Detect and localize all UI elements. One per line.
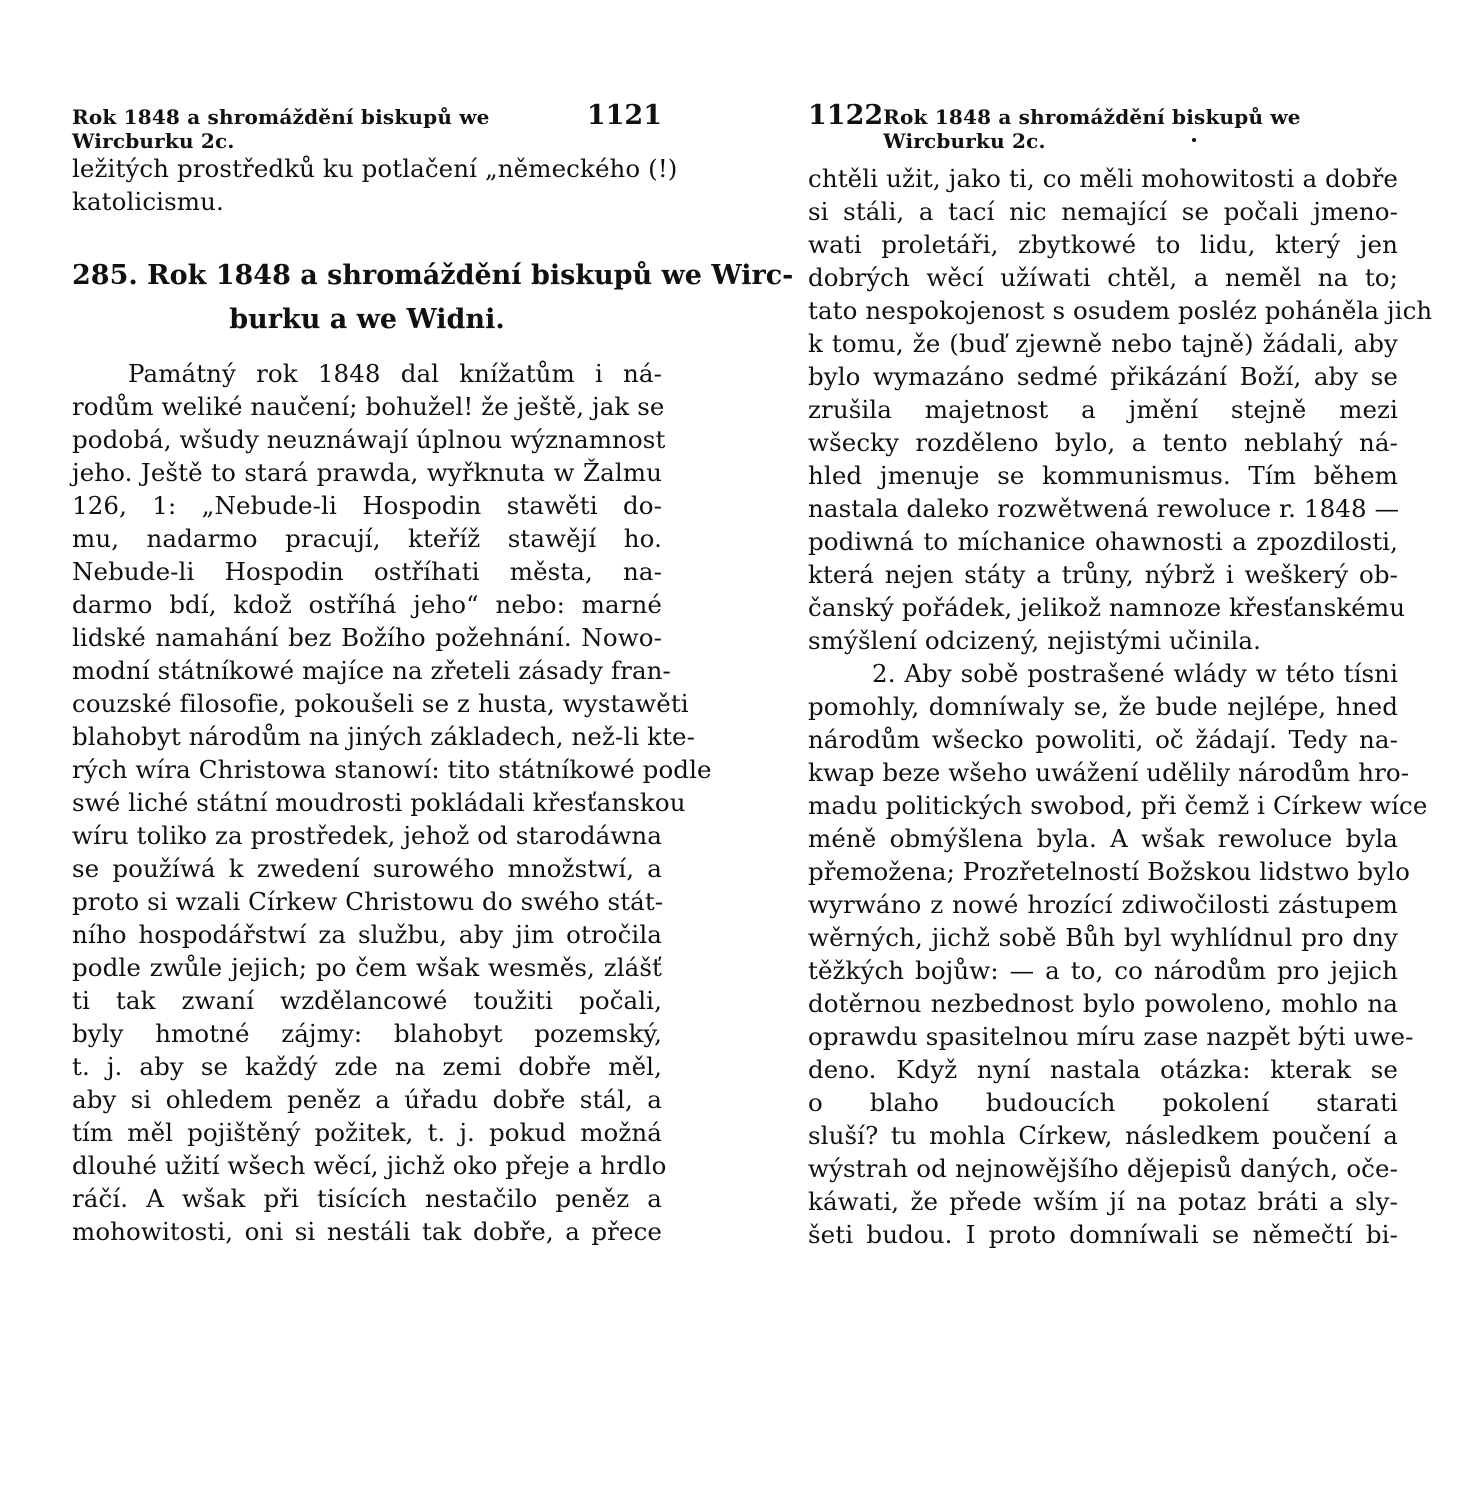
text-line: wati proletáři, zbytkowé to lidu, který jen [808, 230, 1398, 259]
text-line: oprawdu spasitelnou míru zase nazpět býti uwe- [808, 1022, 1414, 1051]
text-line: méně obmýšlena byla. A wšak rewoluce byla [808, 824, 1398, 853]
text-line: ležitých prostředků ku potlačení „německého (!) [72, 154, 678, 183]
text-line: wíru toliko za prostředek, jehož od starodáwna [72, 821, 662, 850]
text-line: ního hospodářstwí za službu, aby jim otročila [72, 920, 662, 949]
text-line: přemožena; Prozřetelností Božskou lidstwo bylo [808, 857, 1410, 886]
text-line: tato nespokojenost s osudem posléz poháněla jich [808, 296, 1433, 325]
text-line: 126, 1: „Nebude-li Hospodin stawěti do- [72, 491, 662, 520]
text-line: ráčí. A wšak při tisících nestačilo peněz a [72, 1184, 662, 1213]
text-line: Nebude-li Hospodin ostříhati města, na- [72, 557, 662, 586]
text-line: dlouhé užití wšech wěcí, jichž oko přeje a hrdlo [72, 1151, 667, 1180]
text-line: dotěrnou nezbednost bylo powoleno, mohlo na [808, 989, 1398, 1018]
text-line: mu, nadarmo pracují, kteříž stawějí ho. [72, 524, 662, 553]
text-line: byly hmotné zájmy: blahobyt pozemský, [72, 1019, 662, 1048]
text-line: pomohly, domníwaly se, že bude nejlépe, hned [808, 692, 1398, 721]
text-line: katolicismu. [72, 187, 224, 216]
text-line: čanský pořádek, jelikož namnoze křesťanskému [808, 593, 1406, 622]
left-text-body [72, 357, 712, 1248]
text-line: si stáli, a tací nic nemající se počali jmeno- [808, 197, 1398, 226]
section-heading [72, 254, 794, 342]
text-line: hled jmenuje se kommunismus. Tím během [808, 461, 1398, 490]
text-line: couzské filosofie, pokoušeli se z husta, wystawěti [72, 689, 689, 718]
text-line: jeho. Ještě to stará prawda, wyřknuta w Žalmu [72, 458, 662, 487]
text-line: podiwná to míchanice ohawnosti a zpozdilosti, [808, 527, 1398, 556]
text-line: lidské namahání bez Božího požehnání. Nowo- [72, 623, 662, 652]
text-line: chtěli užit, jako ti, co měli mohowitosti a dobře [808, 164, 1398, 193]
text-line: káwati, že přede wším jí na potaz bráti a sly- [808, 1187, 1398, 1216]
text-line: madu politických swobod, při čemž i Církew wíce [808, 791, 1428, 820]
right-page-number: 1122 [808, 100, 884, 131]
text-line: ti tak zwaní wzdělancowé toužiti počali, [72, 986, 662, 1015]
section-heading-line-1: 285. Rok 1848 a shromáždění biskupů we Wirc- [72, 260, 794, 291]
left-text-top [72, 152, 678, 218]
text-line: Památný rok 1848 dal knížatům i ná- [128, 359, 662, 388]
text-line: podobá, wšudy neuznáwají úplnou wýznamnost [72, 425, 666, 454]
text-line: 2. Aby sobě postrašené wlády w této tísni [872, 659, 1398, 688]
text-line: wýstrah od nejnowějšího dějepisů daných, oče- [808, 1154, 1398, 1183]
text-line: těžkých bojůw: — a to, co národům pro jejich [808, 956, 1398, 985]
text-line: modní státníkowé majíce na zřeteli zásady fran- [72, 656, 671, 685]
text-line: darmo bdí, kdož ostříhá jeho“ nebo: marné [72, 590, 662, 619]
text-line: smýšlení odcizený, nejistými učinila. [808, 626, 1262, 655]
text-line: nastala daleko rozwětwená rewoluce r. 1848 — [808, 494, 1400, 523]
text-line: wšecky rozděleno bylo, a tento neblahý ná- [808, 428, 1398, 457]
section-heading-line-2: burku a we Widni. [229, 304, 505, 335]
text-line: se použíwá k zwedení surowého množstwí, a [72, 854, 662, 883]
text-line: blahobyt národům na jiných základech, než-li kte- [72, 722, 696, 751]
text-line: tím měl pojištěný požitek, t. j. pokud možná [72, 1118, 662, 1147]
text-line: která nejen státy a trůny, nýbrž i weškerý ob- [808, 560, 1398, 589]
ink-dot [1192, 138, 1196, 142]
right-text-body [808, 162, 1433, 1251]
text-line: swé liché státní moudrosti pokládali křesťanskou [72, 788, 686, 817]
text-line: bylo wymazáno sedmé přikázání Boží, aby se [808, 362, 1398, 391]
text-line: mohowitosti, oni si nestáli tak dobře, a přece [72, 1217, 662, 1246]
text-line: deno. Když nyní nastala otázka: kterak se [808, 1055, 1398, 1084]
left-running-head-title: Rok 1848 a shromáždění biskupů we Wircburku 2c. [72, 105, 490, 153]
left-page-number: 1121 [586, 100, 662, 131]
text-line: wěrných, jichž sobě Bůh byl wyhlídnul pro dny [808, 923, 1398, 952]
text-line: t. j. aby se každý zde na zemi dobře měl, [72, 1052, 662, 1081]
text-line: šeti budou. I proto domníwali se němečtí bi- [808, 1220, 1398, 1249]
text-line: dobrých wěcí užíwati chtěl, a neměl na to; [808, 263, 1398, 292]
right-running-head-title: Rok 1848 a shromáždění biskupů we Wircburku 2c. [883, 105, 1301, 153]
text-line: podle zwůle jejich; po čem wšak wesměs, zlášť [72, 953, 662, 982]
text-line: o blaho budoucích pokolení starati [808, 1088, 1398, 1117]
text-line: rých wíra Christowa stanowí: tito státníkowé podle [72, 755, 712, 784]
text-line: národům wšecko powoliti, oč žádají. Tedy na- [808, 725, 1398, 754]
text-line: zrušila majetnost a jmění stejně mezi [808, 395, 1398, 424]
text-line: sluší? tu mohla Církew, následkem poučení a [808, 1121, 1398, 1150]
text-line: aby si ohledem peněz a úřadu dobře stál, a [72, 1085, 662, 1114]
text-line: k tomu, že (buď zjewně nebo tajně) žádali, aby [808, 329, 1398, 358]
right-running-head [808, 100, 1398, 153]
text-line: proto si wzali Církew Christowu do swého stát- [72, 887, 664, 916]
text-line: rodům weliké naučení; bohužel! že ještě, jak se [72, 392, 665, 421]
left-running-head [72, 100, 662, 153]
text-line: kwap beze wšeho uwážení udělily národům hro- [808, 758, 1410, 787]
text-line: wyrwáno z nowé hrozící zdiwočilosti zástupem [808, 890, 1398, 919]
